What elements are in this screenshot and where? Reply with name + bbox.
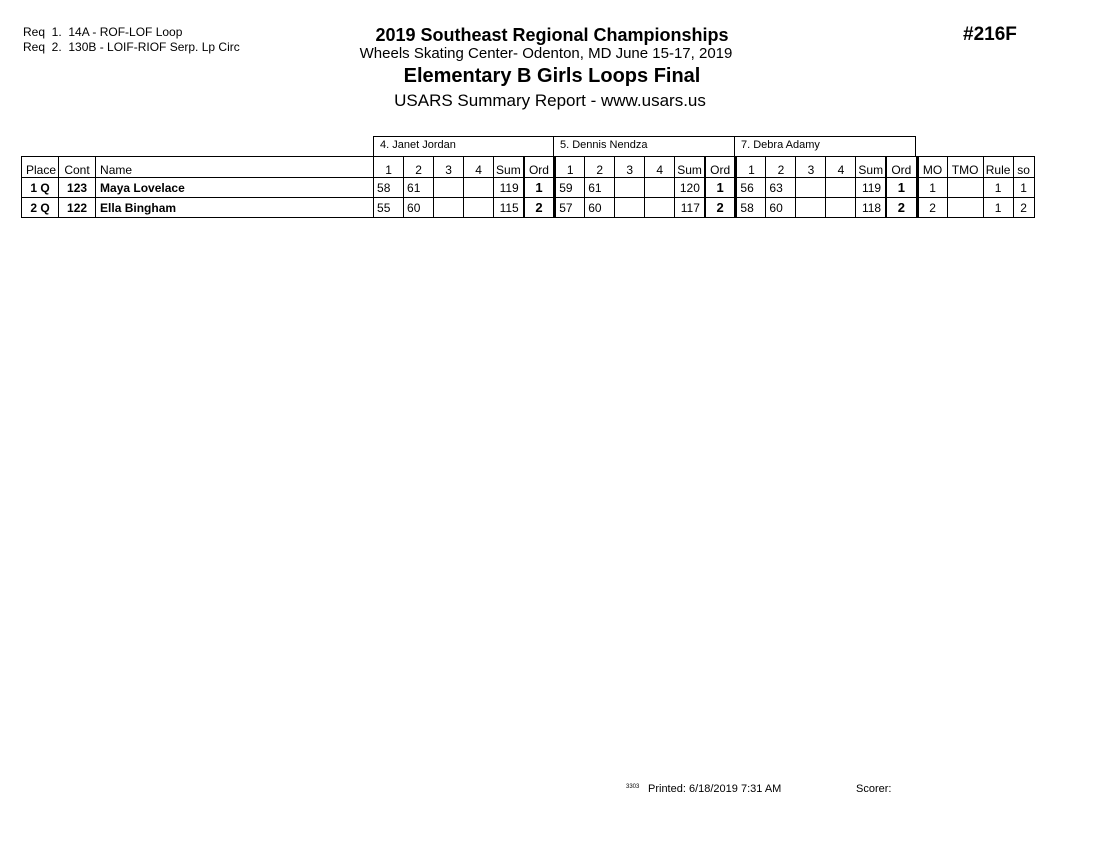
col-j1-s3: 3 (434, 157, 464, 178)
j3-score-3 (796, 198, 826, 218)
j1-ordinal: 2 (524, 198, 555, 218)
requirement-2: Req 2. 130B - LOIF-RIOF Serp. Lp Circ (23, 40, 240, 54)
table-row (22, 178, 1035, 198)
j3-sum: 118 (856, 198, 886, 218)
j3-score-2: 63 (766, 178, 796, 198)
scorer-label: Scorer: (856, 783, 892, 795)
col-j2-s2: 2 (585, 157, 615, 178)
j2-sum: 117 (675, 198, 705, 218)
j3-score-4 (826, 178, 856, 198)
judge-1-header: 4. Janet Jordan (373, 136, 554, 156)
j1-score-3 (434, 198, 464, 218)
col-name: Name (96, 157, 374, 178)
j2-score-1: 59 (555, 178, 585, 198)
printed-timestamp: Printed: 6/18/2019 7:31 AM (648, 783, 782, 795)
j3-score-1: 56 (736, 178, 766, 198)
event-number: #216F (963, 24, 1017, 45)
j1-score-1: 55 (374, 198, 404, 218)
col-place: Place (22, 157, 59, 178)
col-mo: MO (917, 157, 947, 178)
so-cell: 2 (1013, 198, 1034, 218)
contestant-number-cell: 123 (59, 178, 96, 198)
rule-cell: 1 (983, 178, 1013, 198)
j1-score-2: 61 (404, 178, 434, 198)
j1-score-3 (434, 178, 464, 198)
tmo-cell (947, 198, 983, 218)
j2-score-3 (615, 198, 645, 218)
col-tmo: TMO (947, 157, 983, 178)
j2-sum: 120 (675, 178, 705, 198)
j2-score-1: 57 (555, 198, 585, 218)
col-j1-ord: Ord (524, 157, 555, 178)
col-j2-sum: Sum (675, 157, 705, 178)
col-j3-sum: Sum (856, 157, 886, 178)
event-title: Elementary B Girls Loops Final (403, 65, 701, 87)
place-cell: 2 Q (22, 198, 59, 218)
j1-score-4 (464, 198, 494, 218)
col-j2-ord: Ord (705, 157, 736, 178)
j2-score-4 (645, 178, 675, 198)
j2-score-2: 60 (585, 198, 615, 218)
col-j1-s2: 2 (404, 157, 434, 178)
j3-ordinal: 1 (886, 178, 917, 198)
col-j2-s4: 4 (645, 157, 675, 178)
mo-cell: 1 (917, 178, 947, 198)
j1-sum: 119 (494, 178, 524, 198)
j1-score-1: 58 (374, 178, 404, 198)
col-j3-s3: 3 (796, 157, 826, 178)
results-table (21, 156, 1035, 218)
col-j1-s1: 1 (374, 157, 404, 178)
so-cell: 1 (1013, 178, 1034, 198)
judge-3-header: 7. Debra Adamy (734, 136, 916, 156)
j3-ordinal: 2 (886, 198, 917, 218)
judge-2-header: 5. Dennis Nendza (553, 136, 735, 156)
col-so: so (1013, 157, 1034, 178)
col-cont: Cont (59, 157, 96, 178)
rule-cell: 1 (983, 198, 1013, 218)
table-row (22, 198, 1035, 218)
contestant-number-cell: 122 (59, 198, 96, 218)
j1-sum: 115 (494, 198, 524, 218)
j2-score-2: 61 (585, 178, 615, 198)
mo-cell: 2 (917, 198, 947, 218)
j1-score-4 (464, 178, 494, 198)
j2-ordinal: 2 (705, 198, 736, 218)
col-rule: Rule (983, 157, 1013, 178)
column-header-row (22, 157, 1035, 178)
col-j3-s4: 4 (826, 157, 856, 178)
j1-ordinal: 1 (524, 178, 555, 198)
championship-title: 2019 Southeast Regional Championships (375, 25, 729, 45)
j3-score-2: 60 (766, 198, 796, 218)
col-j3-s2: 2 (766, 157, 796, 178)
tmo-cell (947, 178, 983, 198)
j3-score-3 (796, 178, 826, 198)
venue-and-dates: Wheels Skating Center- Odenton, MD June 15-17, 2019 (359, 45, 733, 62)
j1-score-2: 60 (404, 198, 434, 218)
j3-sum: 119 (856, 178, 886, 198)
col-j2-s1: 1 (555, 157, 585, 178)
footer-mark: 3303 (626, 784, 640, 790)
col-j3-ord: Ord (886, 157, 917, 178)
col-j1-sum: Sum (494, 157, 524, 178)
skater-name-cell: Ella Bingham (96, 198, 374, 218)
j2-score-4 (645, 198, 675, 218)
report-title: USARS Summary Report - www.usars.us (394, 91, 706, 110)
requirement-1: Req 1. 14A - ROF-LOF Loop (23, 25, 183, 39)
col-j2-s3: 3 (615, 157, 645, 178)
col-j1-s4: 4 (464, 157, 494, 178)
col-j3-s1: 1 (736, 157, 766, 178)
skater-name-cell: Maya Lovelace (96, 178, 374, 198)
j3-score-1: 58 (736, 198, 766, 218)
j2-score-3 (615, 178, 645, 198)
j3-score-4 (826, 198, 856, 218)
j2-ordinal: 1 (705, 178, 736, 198)
place-cell: 1 Q (22, 178, 59, 198)
